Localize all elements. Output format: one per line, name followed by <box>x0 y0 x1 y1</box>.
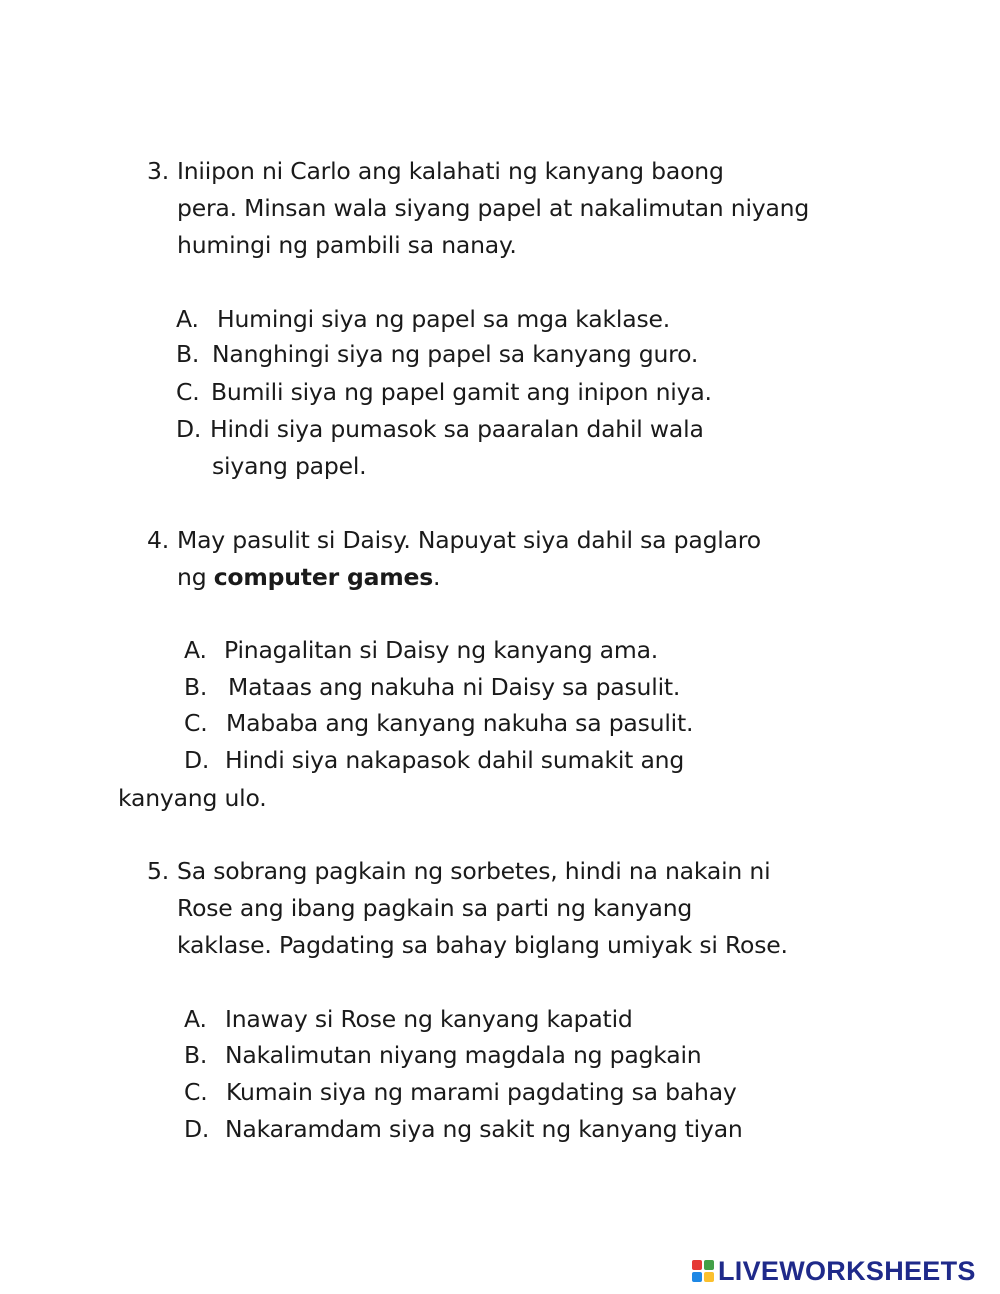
question-3-choice-b-text: Nanghingi siya ng papel sa kanyang guro. <box>212 340 699 368</box>
question-3-stem-line-3: humingi ng pambili sa nanay. <box>177 231 517 259</box>
liveworksheets-logo-icon <box>692 1260 714 1282</box>
question-3-choice-a-text: Humingi siya ng papel sa mga kaklase. <box>217 305 671 333</box>
question-3-choice-a-letter: A. <box>176 305 199 333</box>
question-4-stem-line-2 <box>177 563 441 591</box>
question-4-stem-prefix: ng <box>177 563 214 591</box>
question-4-choice-c-text: Mababa ang kanyang nakuha sa pasulit. <box>226 709 694 737</box>
question-4-choice-b-text: Mataas ang nakuha ni Daisy sa pasulit. <box>228 673 681 701</box>
question-5-number: 5. <box>147 857 170 885</box>
question-4-choice-c-letter: C. <box>184 709 208 737</box>
question-5-stem-line-2: Rose ang ibang pagkain sa parti ng kanyang <box>177 894 693 922</box>
question-4-number: 4. <box>147 526 170 554</box>
question-4-bold-term: computer games <box>213 563 434 591</box>
question-3-stem-line-2: pera. Minsan wala siyang papel at nakalimutan niyang <box>177 194 810 222</box>
question-5-choice-d-letter: D. <box>184 1115 210 1143</box>
question-5-choice-a-letter: A. <box>184 1005 207 1033</box>
question-4-choice-b-letter: B. <box>184 673 208 701</box>
question-4-choice-a-letter: A. <box>184 636 207 664</box>
question-3-choice-c-letter: C. <box>176 378 200 406</box>
question-4-choice-a-text: Pinagalitan si Daisy ng kanyang ama. <box>224 636 659 664</box>
question-4-stem-suffix: . <box>433 563 441 591</box>
question-5-choice-c-letter: C. <box>184 1078 208 1106</box>
logo-square-red <box>692 1260 702 1270</box>
logo-square-yellow <box>704 1272 714 1282</box>
question-5-choice-a-text: Inaway si Rose ng kanyang kapatid <box>225 1005 633 1033</box>
question-4-choice-d-letter: D. <box>184 746 210 774</box>
question-5-stem-line-3: kaklase. Pagdating sa bahay biglang umiyak si Rose. <box>177 931 788 959</box>
question-5-choice-c-text: Kumain siya ng marami pagdating sa bahay <box>226 1078 737 1106</box>
question-3-number: 3. <box>147 157 170 185</box>
question-3-choice-d-letter: D. <box>176 415 202 443</box>
question-4-stem-line-1: May pasulit si Daisy. Napuyat siya dahil sa paglaro <box>177 526 761 554</box>
question-5-choice-b-text: Nakalimutan niyang magdala ng pagkain <box>225 1041 702 1069</box>
question-5-choice-d-text: Nakaramdam siya ng sakit ng kanyang tiyan <box>225 1115 743 1143</box>
question-3-stem-line-1: Iniipon ni Carlo ang kalahati ng kanyang baong <box>177 157 724 185</box>
question-3-choice-d-continuation: siyang papel. <box>212 452 367 480</box>
question-3-choice-b-letter: B. <box>176 340 200 368</box>
question-4-choice-d-continuation: kanyang ulo. <box>118 784 267 812</box>
logo-text: LIVEWORKSHEETS <box>718 1255 976 1286</box>
liveworksheets-logo <box>692 1257 976 1285</box>
question-5-stem-line-1: Sa sobrang pagkain ng sorbetes, hindi na nakain ni <box>177 857 771 885</box>
logo-square-green <box>704 1260 714 1270</box>
question-5-choice-b-letter: B. <box>184 1041 208 1069</box>
question-3-choice-d-text: Hindi siya pumasok sa paaralan dahil wala <box>210 415 704 443</box>
logo-square-blue <box>692 1272 702 1282</box>
question-4-choice-d-text: Hindi siya nakapasok dahil sumakit ang <box>225 746 685 774</box>
question-3-choice-c-text: Bumili siya ng papel gamit ang inipon niya. <box>211 378 712 406</box>
